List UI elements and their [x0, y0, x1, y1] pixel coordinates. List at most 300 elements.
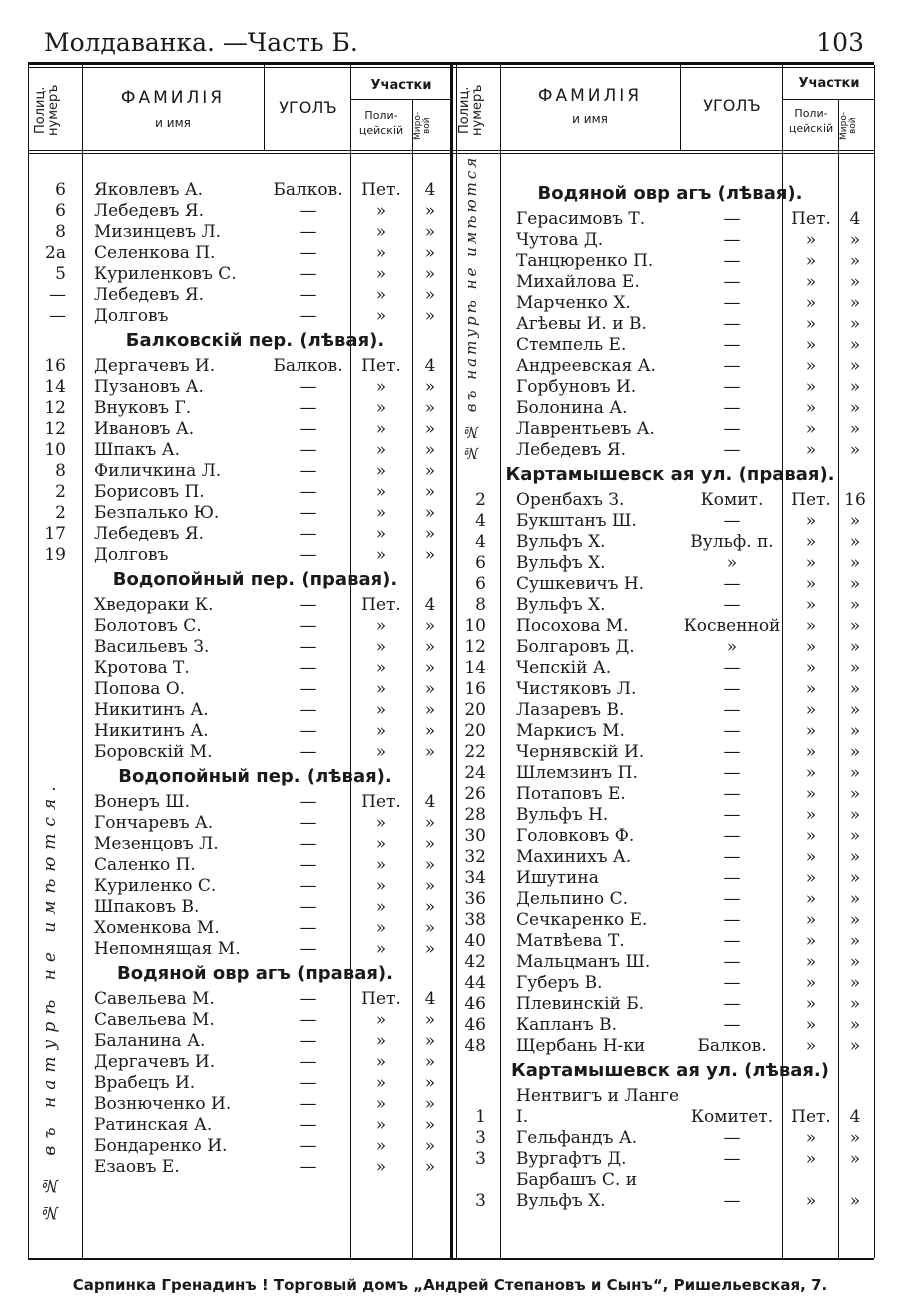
police-district: »	[805, 616, 817, 636]
magistrate-district: »	[849, 293, 861, 313]
house-number: 26	[464, 784, 486, 804]
corner-street: —	[299, 1094, 317, 1114]
corner-street: —	[299, 306, 317, 326]
police-district: »	[375, 1115, 387, 1135]
resident-name: Андреевская А.	[516, 356, 656, 376]
magistrate-district: »	[424, 377, 436, 397]
right-side-note: №№ въ натурѣ не имѣются	[462, 154, 480, 462]
resident-name: Лазаревъ В.	[516, 700, 625, 720]
corner-street: —	[299, 616, 317, 636]
resident-name: Никитинъ А.	[94, 700, 209, 720]
corner-street: —	[299, 1157, 317, 1177]
resident-name: Безпалько Ю.	[94, 503, 220, 523]
magistrate-district: »	[849, 1149, 861, 1169]
section-heading: Картамышевск ая ул. (лѣвая.)	[511, 1060, 829, 1081]
magistrate-district: »	[424, 897, 436, 917]
resident-name: Капланъ В.	[516, 1015, 618, 1035]
resident-name: Саленко П.	[94, 855, 196, 875]
police-district: »	[805, 742, 817, 762]
resident-name: Попова О.	[94, 679, 186, 699]
resident-name: Михайлова Е.	[516, 272, 640, 292]
table-row	[0, 973, 900, 994]
house-number: —	[49, 285, 66, 305]
table-row	[0, 952, 900, 973]
magistrate-district: »	[424, 939, 436, 959]
police-district: »	[375, 398, 387, 418]
house-number: 22	[464, 742, 486, 762]
corner-street: »	[726, 637, 738, 657]
table-row	[0, 700, 900, 721]
police-district: »	[805, 440, 817, 460]
resident-name: Вульфъ Х.	[516, 532, 606, 552]
magistrate-district: »	[424, 813, 436, 833]
magistrate-district: »	[849, 251, 861, 271]
house-number: 4	[475, 511, 486, 531]
section-heading: Балковскій пер. (лѣвая).	[125, 330, 385, 351]
police-district: »	[805, 952, 817, 972]
resident-name: Врабецъ И.	[94, 1073, 196, 1093]
table-row	[0, 1015, 900, 1036]
table-row	[0, 335, 900, 356]
resident-name: Баланина А.	[94, 1031, 206, 1051]
corner-street: —	[723, 251, 741, 271]
police-district: »	[375, 440, 387, 460]
house-number: 14	[44, 377, 66, 397]
police-district: Пет.	[361, 989, 401, 1009]
corner-street: Балков.	[697, 1036, 767, 1056]
resident-name: Посохова М.	[516, 616, 629, 636]
resident-name: Вульфъ Н.	[516, 805, 609, 825]
house-number: 19	[44, 545, 66, 565]
resident-name: Вознюченко И.	[94, 1094, 232, 1114]
section-heading: Водяной овр агъ (лѣвая).	[537, 183, 803, 204]
resident-name: Мезенцовъ Л.	[94, 834, 219, 854]
corner-street: —	[299, 398, 317, 418]
left-header-districts: Участки	[370, 78, 432, 93]
resident-name: Потаповъ Е.	[516, 784, 626, 804]
right-district-rule	[782, 99, 874, 100]
resident-name: Маркисъ М.	[516, 721, 625, 741]
police-district: »	[805, 847, 817, 867]
resident-name: Шпакъ А.	[94, 440, 180, 460]
corner-street: —	[299, 834, 317, 854]
resident-name: Сушкевичъ Н.	[516, 574, 645, 594]
police-district: »	[375, 939, 387, 959]
resident-name: Хведораки К.	[94, 595, 214, 615]
table-row	[0, 398, 900, 419]
magistrate-district: »	[849, 763, 861, 783]
magistrate-district: »	[849, 931, 861, 951]
corner-street: »	[726, 553, 738, 573]
house-number: 46	[464, 994, 486, 1014]
magistrate-district: »	[849, 847, 861, 867]
house-number: 48	[464, 1036, 486, 1056]
magistrate-district: 4	[849, 209, 861, 229]
corner-street: —	[299, 419, 317, 439]
house-number: 2	[55, 482, 66, 502]
resident-name: Савельева М.	[94, 989, 215, 1009]
police-district: »	[375, 679, 387, 699]
magistrate-district: »	[424, 855, 436, 875]
resident-name: Губеръ В.	[516, 973, 603, 993]
table-row	[0, 616, 900, 637]
resident-name: Лебедевъ Я.	[516, 440, 626, 460]
police-district: »	[375, 461, 387, 481]
magistrate-district: »	[424, 285, 436, 305]
corner-street: —	[723, 440, 741, 460]
table-row	[0, 658, 900, 679]
house-number: 24	[464, 763, 486, 783]
corner-street: —	[723, 658, 741, 678]
police-district: »	[805, 574, 817, 594]
police-district: »	[375, 1010, 387, 1030]
police-district: »	[805, 910, 817, 930]
corner-street: —	[723, 721, 741, 741]
magistrate-district: »	[424, 1094, 436, 1114]
left-header-number: Полиц. нумеръ	[33, 84, 61, 136]
magistrate-district: »	[849, 973, 861, 993]
resident-name: Савельева М.	[94, 1010, 215, 1030]
house-number: 8	[55, 461, 66, 481]
corner-street: —	[723, 356, 741, 376]
table-row	[0, 490, 900, 511]
magistrate-district: »	[424, 419, 436, 439]
magistrate-district: »	[849, 511, 861, 531]
corner-street: —	[723, 574, 741, 594]
corner-street: —	[299, 939, 317, 959]
police-district: »	[375, 1157, 387, 1177]
house-number: 12	[44, 419, 66, 439]
magistrate-district: »	[849, 868, 861, 888]
corner-street: —	[299, 876, 317, 896]
magistrate-district: »	[849, 1036, 861, 1056]
house-number: 3	[475, 1128, 486, 1148]
corner-street: —	[299, 658, 317, 678]
corner-street: —	[299, 524, 317, 544]
police-district: »	[375, 876, 387, 896]
house-number: 17	[44, 524, 66, 544]
corner-street: —	[299, 721, 317, 741]
table-row	[0, 511, 900, 532]
corner-street: —	[723, 847, 741, 867]
police-district: »	[805, 637, 817, 657]
house-number: 2	[55, 503, 66, 523]
resident-name: Лебедевъ Я.	[94, 524, 204, 544]
resident-name: Болонина А.	[516, 398, 628, 418]
left-header-police: Поли- цейскій	[358, 109, 404, 137]
police-district: »	[805, 721, 817, 741]
magistrate-district: »	[424, 1115, 436, 1135]
police-district: Пет.	[361, 792, 401, 812]
magistrate-district: »	[424, 1010, 436, 1030]
resident-name: Болгаровъ Д.	[516, 637, 635, 657]
police-district: »	[805, 419, 817, 439]
police-district: »	[375, 855, 387, 875]
magistrate-district: 4	[424, 595, 436, 615]
police-district: »	[375, 834, 387, 854]
police-district: »	[805, 700, 817, 720]
police-district: »	[375, 222, 387, 242]
magistrate-district: »	[424, 637, 436, 657]
magistrate-district: »	[849, 335, 861, 355]
resident-name: Чернявскій И.	[516, 742, 645, 762]
corner-street: —	[299, 700, 317, 720]
resident-name: Шпаковъ В.	[94, 897, 200, 917]
corner-street: Балков.	[273, 180, 343, 200]
house-number: 10	[44, 440, 66, 460]
right-header-name: ФАМИЛІЯ	[537, 86, 643, 106]
police-district: »	[805, 1036, 817, 1056]
magistrate-district: »	[424, 721, 436, 741]
section-heading: Водопойный пер. (правая).	[112, 569, 398, 590]
magistrate-district: »	[849, 1015, 861, 1035]
resident-name: Яковлевъ А.	[94, 180, 204, 200]
police-district: »	[375, 637, 387, 657]
police-district: »	[805, 398, 817, 418]
resident-name: Головковъ Ф.	[516, 826, 635, 846]
table-row	[0, 553, 900, 574]
resident-name: Агѣевы И. и В.	[516, 314, 647, 334]
resident-name: Хоменкова М.	[94, 918, 220, 938]
section-heading: Картамышевск ая ул. (правая).	[505, 464, 835, 485]
resident-name: Вургафтъ Д.	[516, 1149, 627, 1169]
house-number: 28	[464, 805, 486, 825]
magistrate-district: »	[424, 440, 436, 460]
magistrate-district: »	[424, 1157, 436, 1177]
corner-street: —	[299, 1010, 317, 1030]
table-row	[0, 679, 900, 700]
left-header-name-sub: и имя	[155, 116, 191, 130]
magistrate-district: »	[849, 616, 861, 636]
police-district: »	[805, 595, 817, 615]
resident-name: Ратинская А.	[94, 1115, 213, 1135]
corner-street: —	[299, 792, 317, 812]
police-district: »	[375, 419, 387, 439]
corner-street: —	[299, 679, 317, 699]
magistrate-district: »	[849, 377, 861, 397]
resident-name: Герасимовъ Т.	[516, 209, 646, 229]
house-number: 1	[475, 1107, 486, 1127]
corner-street: —	[723, 973, 741, 993]
magistrate-district: »	[849, 272, 861, 292]
resident-name: Непомнящая М.	[94, 939, 241, 959]
magistrate-district: »	[849, 419, 861, 439]
resident-name: Лаврентьевъ А.	[516, 419, 655, 439]
magistrate-district: »	[849, 532, 861, 552]
magistrate-district: »	[424, 524, 436, 544]
resident-name: Бондаренко И.	[94, 1136, 228, 1156]
house-number: 38	[464, 910, 486, 930]
police-district: »	[805, 889, 817, 909]
house-number: 2	[475, 490, 486, 510]
police-district: »	[805, 230, 817, 250]
magistrate-district: 4	[849, 1107, 861, 1127]
resident-name: Долговъ	[94, 545, 169, 565]
magistrate-district: »	[424, 243, 436, 263]
resident-name: Лебедевъ Я.	[94, 285, 204, 305]
resident-name: Сечкаренко Е.	[516, 910, 648, 930]
corner-street: —	[723, 679, 741, 699]
magistrate-district: »	[849, 784, 861, 804]
corner-street: —	[299, 482, 317, 502]
police-district: »	[375, 700, 387, 720]
magistrate-district: »	[849, 398, 861, 418]
magistrate-district: »	[849, 440, 861, 460]
magistrate-district: »	[849, 595, 861, 615]
corner-street: —	[723, 889, 741, 909]
resident-name: Борисовъ П.	[94, 482, 205, 502]
magistrate-district: »	[424, 616, 436, 636]
bottom-rule	[28, 1258, 874, 1260]
corner-street: —	[723, 272, 741, 292]
corner-street: —	[723, 700, 741, 720]
table-row	[0, 1036, 900, 1057]
corner-street: —	[299, 1031, 317, 1051]
table-row	[0, 805, 900, 826]
police-district: »	[375, 742, 387, 762]
table-row	[0, 314, 900, 335]
magistrate-district: »	[849, 994, 861, 1014]
corner-street: —	[299, 243, 317, 263]
corner-street: —	[723, 511, 741, 531]
police-district: »	[375, 285, 387, 305]
table-row	[0, 889, 900, 910]
corner-street: —	[299, 989, 317, 1009]
resident-name: Селенкова П.	[94, 243, 216, 263]
corner-street: —	[299, 595, 317, 615]
police-district: »	[805, 679, 817, 699]
resident-name: Дергачевъ И.	[94, 1052, 216, 1072]
resident-name: Танцюренко П.	[516, 251, 654, 271]
resident-name: Щербань Н-ки	[516, 1036, 646, 1056]
resident-name: Матвѣева Т.	[516, 931, 625, 951]
magistrate-district: 4	[424, 792, 436, 812]
table-row	[0, 209, 900, 230]
police-district: Пет.	[361, 180, 401, 200]
magistrate-district: 16	[844, 490, 866, 510]
house-number: 6	[55, 180, 66, 200]
house-number: 3	[475, 1149, 486, 1169]
house-number: 8	[475, 595, 486, 615]
corner-street: —	[299, 637, 317, 657]
house-number: 4	[475, 532, 486, 552]
resident-name: Лебедевъ Я.	[94, 201, 204, 221]
police-district: »	[375, 377, 387, 397]
resident-name: Кротова Т.	[94, 658, 190, 678]
police-district: »	[375, 616, 387, 636]
corner-street: —	[723, 805, 741, 825]
police-district: »	[375, 201, 387, 221]
resident-name: Никитинъ А.	[94, 721, 209, 741]
table-row	[0, 377, 900, 398]
magistrate-district: »	[424, 658, 436, 678]
table-row	[0, 230, 900, 251]
resident-name: Стемпель Е.	[516, 335, 627, 355]
page-header	[44, 26, 864, 60]
left-header-corner: УГОЛЪ	[279, 98, 337, 117]
resident-name: Ивановъ А.	[94, 419, 195, 439]
resident-name: Плевинскій Б.	[516, 994, 645, 1014]
police-district: »	[375, 306, 387, 326]
police-district: »	[805, 335, 817, 355]
magistrate-district: »	[849, 910, 861, 930]
left-corner-divider	[264, 65, 265, 150]
magistrate-district: »	[424, 876, 436, 896]
corner-street: —	[723, 868, 741, 888]
corner-street: —	[723, 230, 741, 250]
corner-street: —	[299, 897, 317, 917]
right-header-name-sub: и имя	[572, 112, 608, 126]
police-district: »	[805, 293, 817, 313]
page-number: 103	[816, 28, 864, 57]
corner-street: —	[723, 1149, 741, 1169]
resident-name: Езаовъ Е.	[94, 1157, 180, 1177]
police-district: »	[805, 1128, 817, 1148]
table-row	[0, 847, 900, 868]
resident-name: Оренбахъ З.	[516, 490, 625, 510]
corner-street: Балков.	[273, 356, 343, 376]
right-header-number: Полиц. нумеръ	[457, 84, 485, 136]
police-district: »	[805, 931, 817, 951]
police-district: »	[375, 1136, 387, 1156]
corner-street: —	[299, 1052, 317, 1072]
police-district: »	[805, 826, 817, 846]
table-row	[0, 1149, 900, 1170]
police-district: »	[375, 918, 387, 938]
police-district: »	[375, 1052, 387, 1072]
corner-street: —	[723, 784, 741, 804]
corner-street: —	[299, 1073, 317, 1093]
resident-name: Дельпино С.	[516, 889, 628, 909]
magistrate-district: »	[849, 742, 861, 762]
magistrate-district: 4	[424, 989, 436, 1009]
house-number: 36	[464, 889, 486, 909]
police-district: »	[375, 1094, 387, 1114]
table-row	[0, 868, 900, 889]
corner-street: —	[299, 201, 317, 221]
table-row	[0, 826, 900, 847]
corner-street: —	[723, 335, 741, 355]
resident-name: Куриленковъ С.	[94, 264, 237, 284]
resident-name: Чистяковъ Л.	[516, 679, 637, 699]
police-district: »	[375, 813, 387, 833]
police-district: »	[805, 314, 817, 334]
magistrate-district: »	[424, 1052, 436, 1072]
section-heading: Водяной овр агъ (правая).	[117, 963, 393, 984]
house-number: 46	[464, 1015, 486, 1035]
police-district: »	[805, 377, 817, 397]
table-row	[0, 1086, 900, 1128]
right-header-police: Поли- цейскій	[788, 107, 834, 135]
magistrate-district: »	[424, 264, 436, 284]
corner-street: —	[723, 1191, 741, 1211]
house-number: 6	[475, 574, 486, 594]
police-district: »	[375, 1031, 387, 1051]
table-row	[0, 595, 900, 616]
magistrate-district: »	[849, 230, 861, 250]
right-header-corner: УГОЛЪ	[703, 96, 761, 115]
corner-street: —	[723, 826, 741, 846]
corner-street: —	[723, 910, 741, 930]
magistrate-district: »	[424, 679, 436, 699]
magistrate-district: »	[424, 482, 436, 502]
corner-street: —	[299, 377, 317, 397]
resident-name: Гельфандъ А.	[516, 1128, 638, 1148]
magistrate-district: 4	[424, 180, 436, 200]
table-row	[0, 994, 900, 1015]
magistrate-district: »	[849, 637, 861, 657]
resident-name: Букштанъ Ш.	[516, 511, 637, 531]
